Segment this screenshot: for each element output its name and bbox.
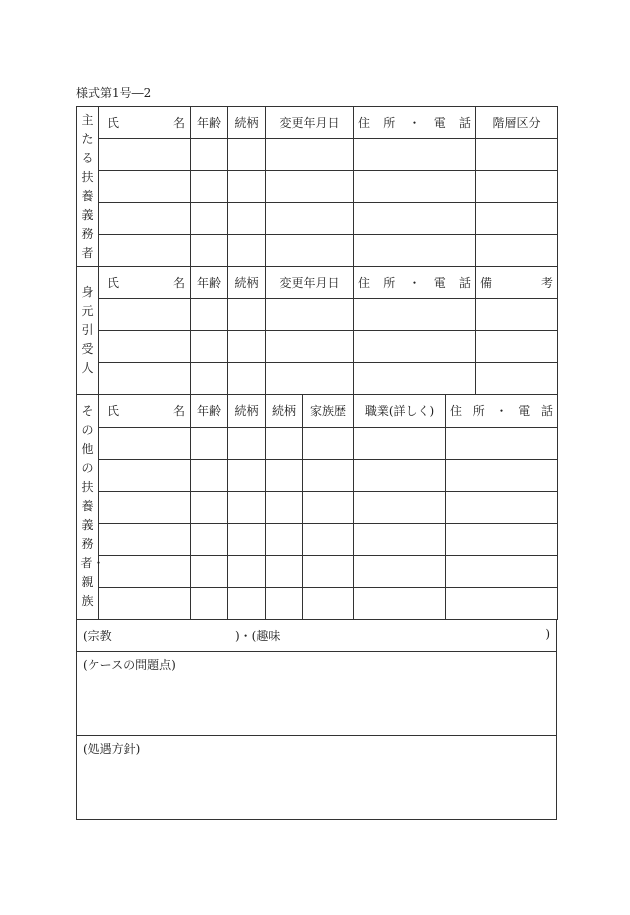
table-row (77, 331, 558, 363)
table-row (77, 203, 558, 235)
header-relation: 続柄 (228, 107, 266, 139)
table-row (77, 171, 558, 203)
table-row (77, 139, 558, 171)
section3-side-label: その他の扶養義務者・親族 (77, 395, 99, 619)
table-row (77, 555, 558, 587)
header-name: 氏 名 (99, 107, 191, 139)
treatment-policy-field[interactable] (77, 736, 557, 820)
table-row (77, 363, 558, 395)
header-change-date: 変更年月日 (266, 267, 354, 299)
header-age: 年齢 (191, 395, 228, 427)
header-occupation: 職業(詳しく) (354, 395, 446, 427)
header-name: 氏 名 (99, 395, 191, 427)
table-row (77, 459, 558, 491)
treatment-policy-label: (処遇方針) (83, 742, 141, 756)
header-remarks: 備 考 (476, 267, 558, 299)
header-age: 年齢 (191, 267, 228, 299)
case-problem-label: (ケースの問題点) (83, 658, 176, 672)
section-notes (76, 620, 557, 821)
header-address-phone: 住 所 ・ 電 話 (354, 107, 476, 139)
header-address-phone: 住 所 ・ 電 話 (446, 395, 558, 427)
header-name: 氏 名 (99, 267, 191, 299)
table-row (77, 491, 558, 523)
form-frame (76, 106, 557, 820)
religion-label: (宗教 (83, 628, 112, 643)
header-family-history: 家族歴 (303, 395, 354, 427)
header-relation: 続柄 (228, 395, 266, 427)
header-class: 階層区分 (476, 107, 558, 139)
case-problem-field[interactable] (77, 652, 557, 736)
religion-hobby-field[interactable] (77, 620, 557, 652)
header-address-phone: 住 所 ・ 電 話 (354, 267, 476, 299)
section2-side-label: 身元引受人 (77, 267, 99, 395)
table-row (77, 523, 558, 555)
table-row (77, 587, 558, 619)
section-primary-obligor (76, 106, 558, 395)
header-relation: 続柄 (228, 267, 266, 299)
close-paren: ) (545, 626, 550, 641)
header-relation-2: 続柄 (266, 395, 303, 427)
table-row (77, 299, 558, 331)
section1-side-label: 主たる扶養義務者 (77, 107, 99, 267)
header-change-date: 変更年月日 (266, 107, 354, 139)
table-row (77, 235, 558, 267)
hobby-label: )・(趣味 (235, 628, 281, 643)
section-other-relatives (76, 395, 558, 620)
form-number: 様式第1号―2 (76, 86, 152, 100)
header-age: 年齢 (191, 107, 228, 139)
table-row (77, 427, 558, 459)
